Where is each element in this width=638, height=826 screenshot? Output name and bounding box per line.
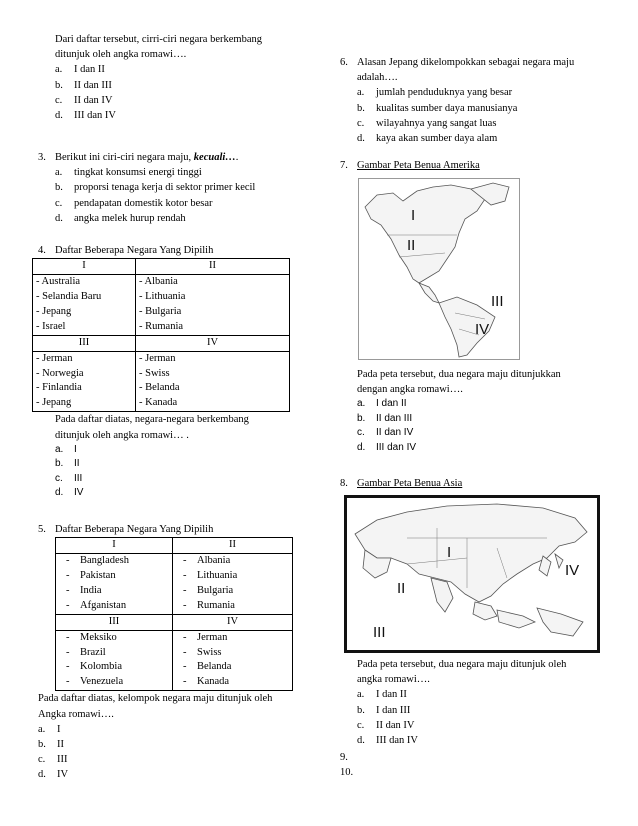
- question-number: 3.: [38, 152, 46, 163]
- question-stem-line: Pada peta tersebut, dua negara maju ditunjuk oleh: [357, 659, 567, 670]
- question-stem-line: ditunjuk oleh angka romawi….: [55, 49, 187, 61]
- question-stem-line: dengan angka romawi….: [357, 384, 463, 396]
- question-number: 5.: [38, 524, 46, 535]
- table-header: I: [56, 538, 173, 554]
- option-c: c. III: [38, 754, 68, 766]
- question-7: [340, 158, 610, 173]
- asia-map: [344, 495, 600, 653]
- table-header: II: [136, 259, 290, 275]
- map-label: IV: [475, 321, 490, 338]
- option-b: b. II dan III: [357, 412, 413, 424]
- map-label: III: [373, 624, 386, 641]
- question-stem-line: Pada peta tersebut, dua negara maju ditunjukkan: [357, 369, 561, 380]
- option-a: a. I dan II: [55, 64, 105, 76]
- question-stem-line: ditunjuk oleh angka romawi… .: [55, 429, 189, 441]
- option-b: b. kualitas sumber daya manusianya: [357, 102, 518, 114]
- question-6: [340, 55, 610, 146]
- question-stem: 8. Gambar Peta Benua Asia: [340, 476, 610, 491]
- question-stem-line: adalah….: [357, 72, 398, 84]
- question-5: [38, 522, 296, 783]
- table-header: II: [173, 538, 293, 554]
- option-d: d. IV: [38, 769, 69, 781]
- question-number: 9.: [340, 752, 348, 763]
- option-c: c. II dan IV: [357, 719, 415, 731]
- question-stem-line: Pada daftar diatas, kelompok negara maju ditunjuk oleh: [38, 693, 273, 705]
- option-a: a. I dan II: [357, 689, 407, 701]
- question-number: 10.: [340, 767, 354, 779]
- map-label: II: [397, 580, 406, 597]
- table-cell: - Jerman - Swiss - Belanda - Kanada: [173, 630, 293, 691]
- question-stem-line: angka romawi….: [357, 674, 430, 686]
- map-label: II: [407, 237, 416, 254]
- table-cell: - Jerman - Swiss - Belanda - Kanada: [136, 351, 290, 412]
- option-a: a. tingkat konsumsi energi tinggi: [55, 167, 202, 179]
- question-2-continuation: [38, 32, 296, 123]
- option-b: b. II: [55, 458, 80, 470]
- question-3: [38, 150, 296, 226]
- table-cell: - Albania - Lithuania - Bulgaria - Rumania: [136, 275, 290, 336]
- question-stem-line: Pada daftar diatas, negara-negara berkembang: [55, 414, 249, 426]
- option-b: b. proporsi tenaga kerja di sektor primer kecil: [55, 182, 256, 194]
- question-number: 4.: [38, 245, 46, 256]
- option-c: c. II dan IV: [55, 94, 113, 106]
- option-c: c. pendapatan domestik kotor besar: [55, 197, 213, 209]
- table-cell: - Bangladesh - Pakistan - India - Afganistan: [56, 554, 173, 615]
- question-9: [340, 750, 610, 780]
- americas-map-drawing: [359, 179, 519, 359]
- map-label: I: [411, 207, 416, 224]
- table-header: IV: [173, 614, 293, 630]
- map-label: I: [447, 544, 452, 561]
- question-stem-line: Dari daftar tersebut, cirri-ciri negara berkembang: [55, 34, 262, 45]
- americas-map: [358, 178, 520, 360]
- option-d: d. III dan IV: [357, 441, 417, 453]
- table-cell: - Australia - Selandia Baru - Jepang - Israel: [33, 275, 136, 336]
- option-a: a. I: [55, 443, 77, 455]
- question-number: 6.: [340, 57, 348, 68]
- question-number: 8.: [340, 478, 348, 489]
- option-d: d. III dan IV: [357, 735, 418, 747]
- option-a: a. I: [38, 723, 61, 735]
- option-d: d. angka melek hurup rendah: [55, 212, 186, 224]
- question-stem-line: Angka romawi….: [38, 708, 114, 720]
- option-c: c. II dan IV: [357, 427, 414, 439]
- option-b: b. II dan III: [55, 79, 112, 91]
- question-number: 7.: [340, 160, 348, 171]
- option-c: c. III: [55, 472, 83, 484]
- table-header: III: [33, 335, 136, 351]
- map-label: III: [491, 293, 504, 310]
- option-c: c. wilayahnya yang sangat luas: [357, 117, 497, 129]
- question-stem: 7. Gambar Peta Benua Amerika: [340, 158, 610, 173]
- option-a: a. jumlah penduduknya yang besar: [357, 87, 513, 99]
- table-header: IV: [136, 335, 290, 351]
- option-d: d. kaya akan sumber daya alam: [357, 133, 498, 145]
- question-stem: 3. Berikut ini ciri-ciri negara maju, kecuali….: [38, 150, 296, 165]
- option-d: d. IV: [55, 487, 84, 499]
- option-b: b. II: [38, 738, 64, 750]
- question-stem: 5. Daftar Beberapa Negara Yang Dipilih: [38, 522, 296, 537]
- country-table: [55, 537, 293, 691]
- option-d: d. III dan IV: [55, 110, 116, 122]
- option-b: b. I dan III: [357, 704, 411, 716]
- question-8: [340, 476, 610, 491]
- table-cell: - Albania - Lithuania - Bulgaria - Rumania: [173, 554, 293, 615]
- table-header: III: [56, 614, 173, 630]
- option-a: a. I dan II: [357, 398, 407, 410]
- question-4: [38, 243, 296, 501]
- table-cell: - Jerman - Norwegia - Finlandia - Jepang: [33, 351, 136, 412]
- table-header: I: [33, 259, 136, 275]
- question-7-body: [340, 367, 610, 455]
- map-label: IV: [565, 562, 580, 579]
- country-table: [32, 258, 290, 412]
- question-8-body: [340, 657, 610, 748]
- question-stem: 4. Daftar Beberapa Negara Yang Dipilih: [38, 243, 296, 258]
- question-stem: 6. Alasan Jepang dikelompokkan sebagai negara maju: [340, 55, 610, 70]
- table-cell: - Meksiko - Brazil - Kolombia - Venezuela: [56, 630, 173, 691]
